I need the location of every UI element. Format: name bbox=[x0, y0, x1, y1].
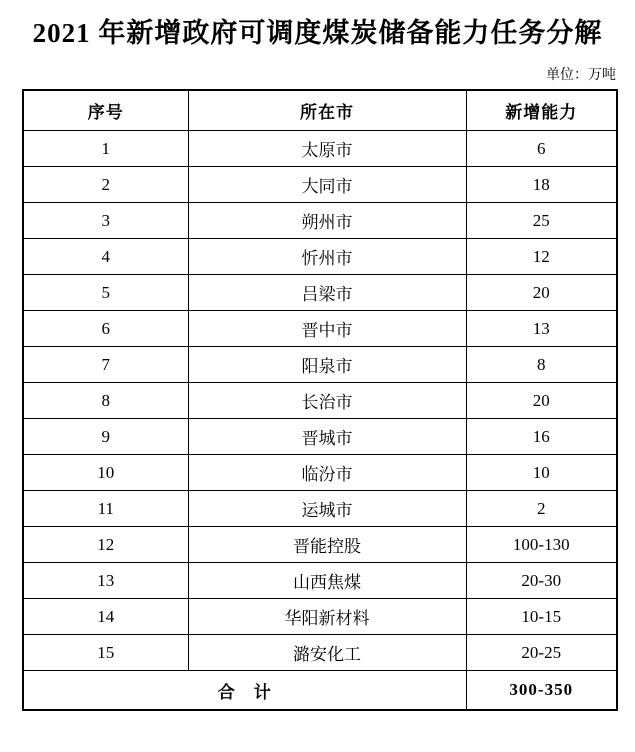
city-cell: 晋能控股 bbox=[188, 527, 466, 563]
table-body bbox=[23, 131, 617, 671]
serial-number-cell: 3 bbox=[23, 203, 188, 239]
table-header bbox=[23, 90, 617, 131]
total-label-cell: 合 计 bbox=[23, 671, 466, 711]
serial-number-cell: 5 bbox=[23, 275, 188, 311]
serial-number-cell: 12 bbox=[23, 527, 188, 563]
city-cell: 晋城市 bbox=[188, 419, 466, 455]
table-row bbox=[23, 131, 617, 167]
city-cell: 朔州市 bbox=[188, 203, 466, 239]
table-row bbox=[23, 491, 617, 527]
capacity-cell: 20-25 bbox=[466, 635, 617, 671]
capacity-cell: 100-130 bbox=[466, 527, 617, 563]
serial-number-cell: 15 bbox=[23, 635, 188, 671]
capacity-cell: 20 bbox=[466, 383, 617, 419]
capacity-cell: 2 bbox=[466, 491, 617, 527]
total-capacity-cell: 300-350 bbox=[466, 671, 617, 711]
serial-number-cell: 1 bbox=[23, 131, 188, 167]
header-row bbox=[23, 90, 617, 131]
table-row bbox=[23, 347, 617, 383]
serial-number-cell: 11 bbox=[23, 491, 188, 527]
page-title: 2021 年新增政府可调度煤炭储备能力任务分解 bbox=[32, 18, 603, 48]
serial-number-cell: 10 bbox=[23, 455, 188, 491]
serial-number-cell: 7 bbox=[23, 347, 188, 383]
table-row bbox=[23, 167, 617, 203]
capacity-cell: 25 bbox=[466, 203, 617, 239]
table-footer bbox=[23, 671, 617, 711]
city-cell: 运城市 bbox=[188, 491, 466, 527]
city-cell: 山西焦煤 bbox=[188, 563, 466, 599]
header-city: 所在市 bbox=[188, 90, 466, 131]
table-row bbox=[23, 455, 617, 491]
capacity-cell: 20-30 bbox=[466, 563, 617, 599]
unit-note: 单位：万吨 bbox=[546, 68, 616, 83]
table-row bbox=[23, 275, 617, 311]
city-cell: 长治市 bbox=[188, 383, 466, 419]
city-cell: 临汾市 bbox=[188, 455, 466, 491]
table-row bbox=[23, 311, 617, 347]
serial-number-cell: 14 bbox=[23, 599, 188, 635]
city-cell: 大同市 bbox=[188, 167, 466, 203]
table-row bbox=[23, 635, 617, 671]
capacity-cell: 12 bbox=[466, 239, 617, 275]
capacity-cell: 10-15 bbox=[466, 599, 617, 635]
city-cell: 忻州市 bbox=[188, 239, 466, 275]
table-row bbox=[23, 599, 617, 635]
city-cell: 阳泉市 bbox=[188, 347, 466, 383]
capacity-cell: 6 bbox=[466, 131, 617, 167]
capacity-cell: 13 bbox=[466, 311, 617, 347]
total-row bbox=[23, 671, 617, 711]
serial-number-cell: 9 bbox=[23, 419, 188, 455]
table-row bbox=[23, 383, 617, 419]
capacity-table bbox=[22, 89, 618, 711]
capacity-cell: 16 bbox=[466, 419, 617, 455]
serial-number-cell: 8 bbox=[23, 383, 188, 419]
capacity-cell: 18 bbox=[466, 167, 617, 203]
table-row bbox=[23, 419, 617, 455]
city-cell: 晋中市 bbox=[188, 311, 466, 347]
table-row bbox=[23, 239, 617, 275]
serial-number-cell: 4 bbox=[23, 239, 188, 275]
serial-number-cell: 2 bbox=[23, 167, 188, 203]
table-row bbox=[23, 527, 617, 563]
table-row bbox=[23, 563, 617, 599]
city-cell: 华阳新材料 bbox=[188, 599, 466, 635]
city-cell: 太原市 bbox=[188, 131, 466, 167]
city-cell: 吕梁市 bbox=[188, 275, 466, 311]
header-new-capacity: 新增能力 bbox=[466, 90, 617, 131]
capacity-cell: 20 bbox=[466, 275, 617, 311]
serial-number-cell: 13 bbox=[23, 563, 188, 599]
city-cell: 潞安化工 bbox=[188, 635, 466, 671]
table-row bbox=[23, 203, 617, 239]
capacity-cell: 10 bbox=[466, 455, 617, 491]
serial-number-cell: 6 bbox=[23, 311, 188, 347]
header-serial-number: 序号 bbox=[23, 90, 188, 131]
capacity-cell: 8 bbox=[466, 347, 617, 383]
